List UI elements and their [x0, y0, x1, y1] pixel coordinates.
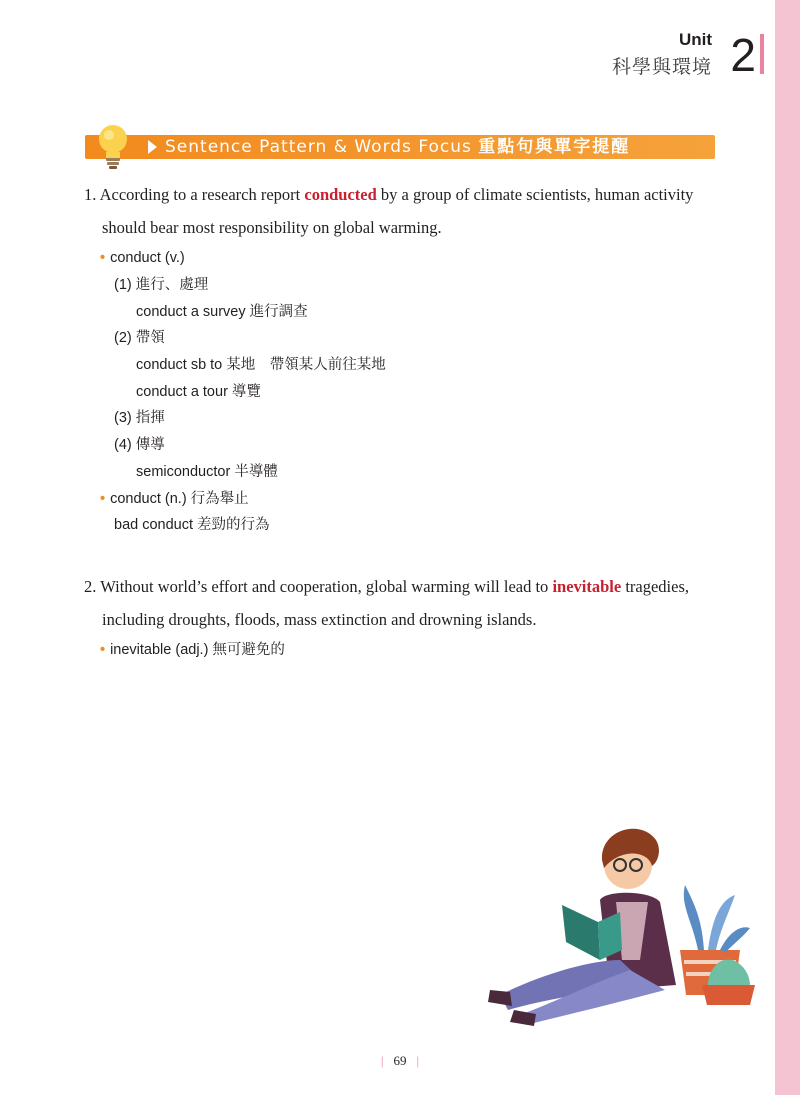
sentence-1	[84, 178, 724, 244]
note-line: bad conduct 差勁的行為	[114, 517, 270, 533]
sentence-number: 1.	[84, 185, 97, 204]
sentence-continuation: should bear most responsibility on global warming.	[102, 218, 442, 237]
sentence-text: by a group of climate scientists, human activity	[376, 185, 694, 204]
bullet-icon: •	[100, 642, 106, 658]
sentence-text: tragedies,	[621, 577, 689, 596]
page-number-text: 69	[393, 1053, 407, 1068]
note-line: (3) 指揮	[114, 410, 165, 426]
sentence-text: Without world’s effort and cooperation, global warming will lead to	[100, 577, 553, 596]
reading-person-illustration	[480, 810, 760, 1035]
unit-title: 科學與環境	[611, 56, 712, 78]
note-line: conduct a tour 導覽	[136, 384, 261, 400]
note-bullet	[100, 490, 249, 508]
note-text: conduct (v.)	[110, 250, 185, 266]
note-line: semiconductor 半導體	[136, 464, 278, 480]
note-text: conduct (n.) 行為舉止	[110, 491, 249, 507]
note-bullet	[100, 249, 185, 267]
play-arrow-icon	[148, 140, 157, 154]
unit-label: Unit	[678, 30, 712, 49]
side-band	[775, 0, 800, 1095]
note-text: inevitable (adj.) 無可避免的	[110, 642, 285, 658]
lightbulb-icon	[95, 122, 131, 172]
note-bullet	[100, 641, 285, 659]
sentence-continuation: including droughts, floods, mass extinction and drowning islands.	[102, 610, 537, 629]
unit-number: 2	[730, 29, 756, 81]
note-line: (1) 進行、處理	[114, 277, 209, 293]
note-line: conduct sb to 某地 帶領某人前往某地	[136, 357, 386, 373]
sentence-2	[84, 570, 724, 636]
section-title	[165, 137, 630, 157]
page-number: | 69 |	[380, 1053, 420, 1068]
sentence-text: According to a research report	[99, 185, 305, 204]
note-line: (4) 傳導	[114, 437, 165, 453]
note-line: conduct a survey 進行調查	[136, 304, 308, 320]
keyword: inevitable	[552, 577, 622, 596]
unit-divider	[760, 34, 764, 74]
unit-header	[584, 30, 764, 80]
section-title-zh: 重點句與單字提醒	[478, 137, 631, 157]
sentence-number: 2.	[84, 577, 97, 596]
keyword: conducted	[304, 185, 377, 204]
bullet-icon: •	[100, 250, 106, 266]
section-title-en: Sentence Pattern & Words Focus	[165, 137, 472, 157]
bullet-icon: •	[100, 491, 106, 507]
note-line: (2) 帶領	[114, 330, 165, 346]
